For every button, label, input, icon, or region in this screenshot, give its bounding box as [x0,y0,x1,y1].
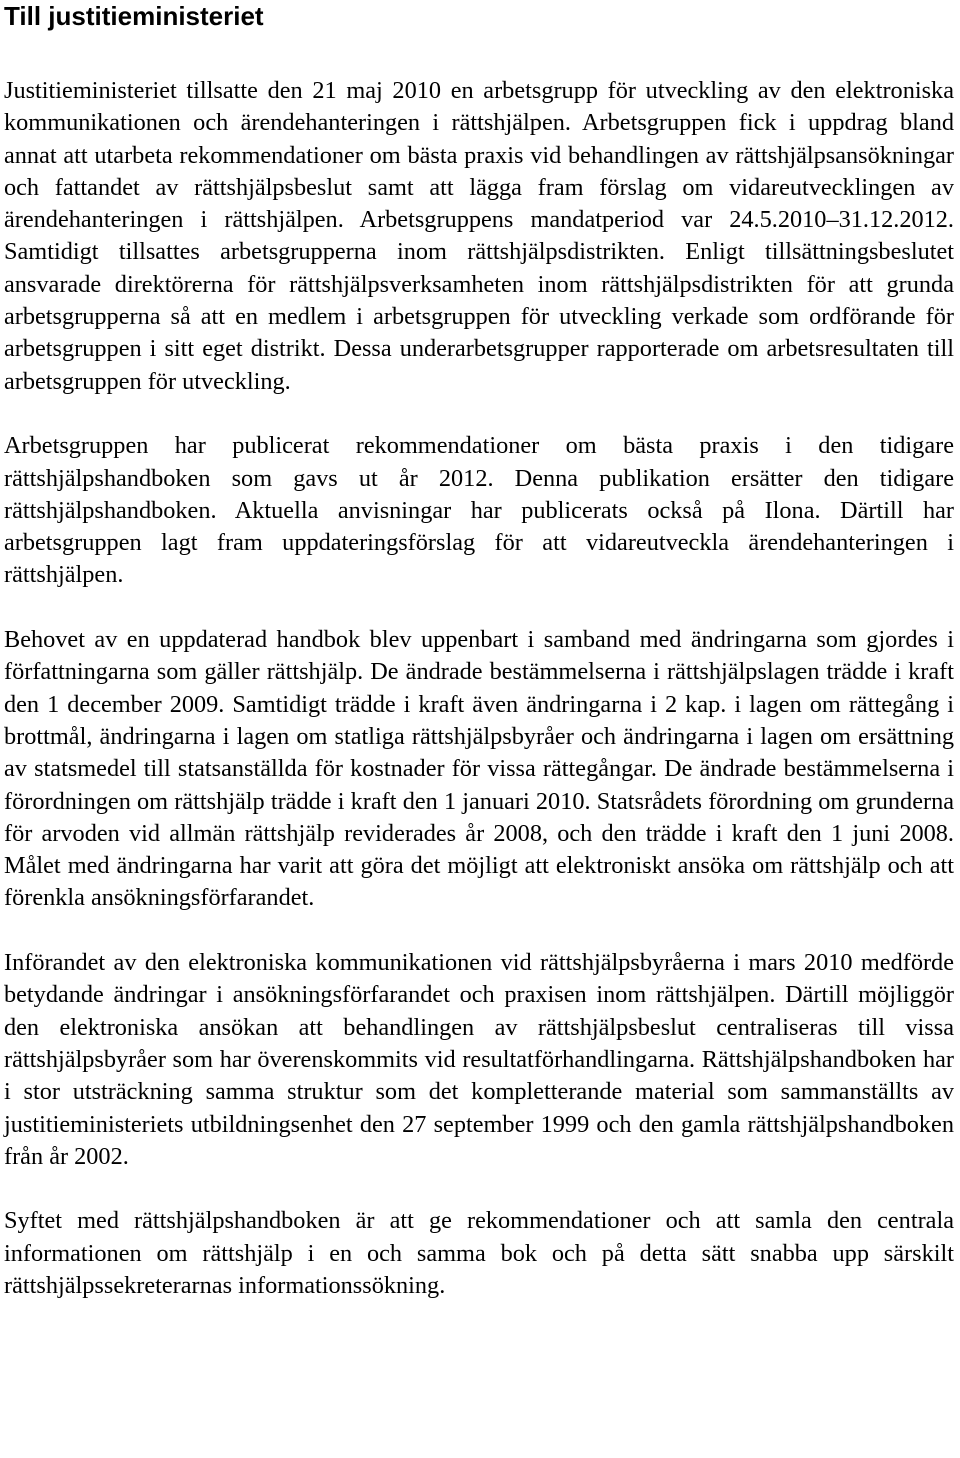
paragraph-purpose: Syftet med rättshjälpshandboken är att ge rekommendationer och att samla den centrala informationen om rättshjälp i en och samma bok och på detta sätt snabba upp särskilt rättshjälpssekreterarnas informationssökning. [4,1207,954,1299]
paragraph-recommendations: Arbetsgruppen har publicerat rekommendationer om bästa praxis i den tidigare rättshjälpshandboken som gavs ut år 2012. Denna publikation ersätter den tidigare rättshjälpshandboken. Aktuella anvisningar har publicerats också på Ilona. Därtill har arbetsgruppen lagt fram uppdateringsförslag för att vidareutveckla ärendehanteringen i rättshjälpen. [4,432,954,589]
paragraph-legislation: Behovet av en uppdaterad handbok blev uppenbart i samband med ändringarna som gjordes i författningarna som gäller rättshjälp. De ändrade bestämmelserna i rättshjälpslagen trädde i kraft den 1 december 2009. Samtidigt trädde i kraft även ändringarna i 2 kap. i lagen om rättegång i brottmål, ändringarna i lagen om statliga rättshjälpsbyråer och ändringarna i lagen om ersättning av statsmedel till statsanställda för kostnader för vissa rättegångar. De ändrade bestämmelserna i förordningen om rättshjälp trädde i kraft den 1 januari 2010. Statsrådets förordning om grunderna för arvoden vid allmän rättshjälp reviderades år 2008, och den trädde i kraft den 1 juni 2008. Målet med ändringarna har varit att göra det möjligt att elektroniskt ansöka om rättshjälp och att förenkla ansökningsförfarandet. [4,626,954,912]
document-page [4,0,954,1302]
paragraph-electronic-communication: Införandet av den elektroniska kommunikationen vid rättshjälpsbyråerna i mars 2010 medförde betydande ändringar i ansökningsförfarandet och praxisen inom rättshjälpen. Därtill möjliggör den elektroniska ansökan att behandlingen av rättshjälpsbeslut centraliseras till vissa rättshjälpsbyråer som har överenskommits vid resultatförhandlingarna. Rättshjälpshandboken har i stor utsträckning samma struktur som det kompletterande material som sammanställts av justitieministeriets utbildningsenhet den 27 september 1999 och den gamla rättshjälpshandboken från år 2002. [4,949,954,1170]
paragraph-working-group: Justitieministeriet tillsatte den 21 maj 2010 en arbetsgrupp för utveckling av den elektroniska kommunikationen och ärendehanteringen i rättshjälpen. Arbetsgruppen fick i uppdrag bland annat att utarbeta rekommendationer om bästa praxis vid behandlingen av rättshjälpsansökningar och fattandet av rättshjälpsbeslut samt att lägga fram förslag om vidareutvecklingen av ärendehanteringen i rättshjälpen. Arbetsgruppens mandatperiod var 24.5.2010–31.12.2012. Samtidigt tillsattes arbetsgrupperna inom rättshjälpsdistrikten. Enligt tillsättningsbeslutet ansvarade direktörerna för rättshjälpsverksamheten inom rättshjälpsdistrikten för att grunda arbetsgrupperna så att en medlem i arbetsgruppen för utveckling verkade som ordförande för arbetsgruppen i sitt eget distrikt. Dessa underarbetsgrupper rapporterade om arbetsresultaten till arbetsgruppen för utveckling. [4,77,954,395]
document-title: Till justitieministeriet [4,1,264,31]
